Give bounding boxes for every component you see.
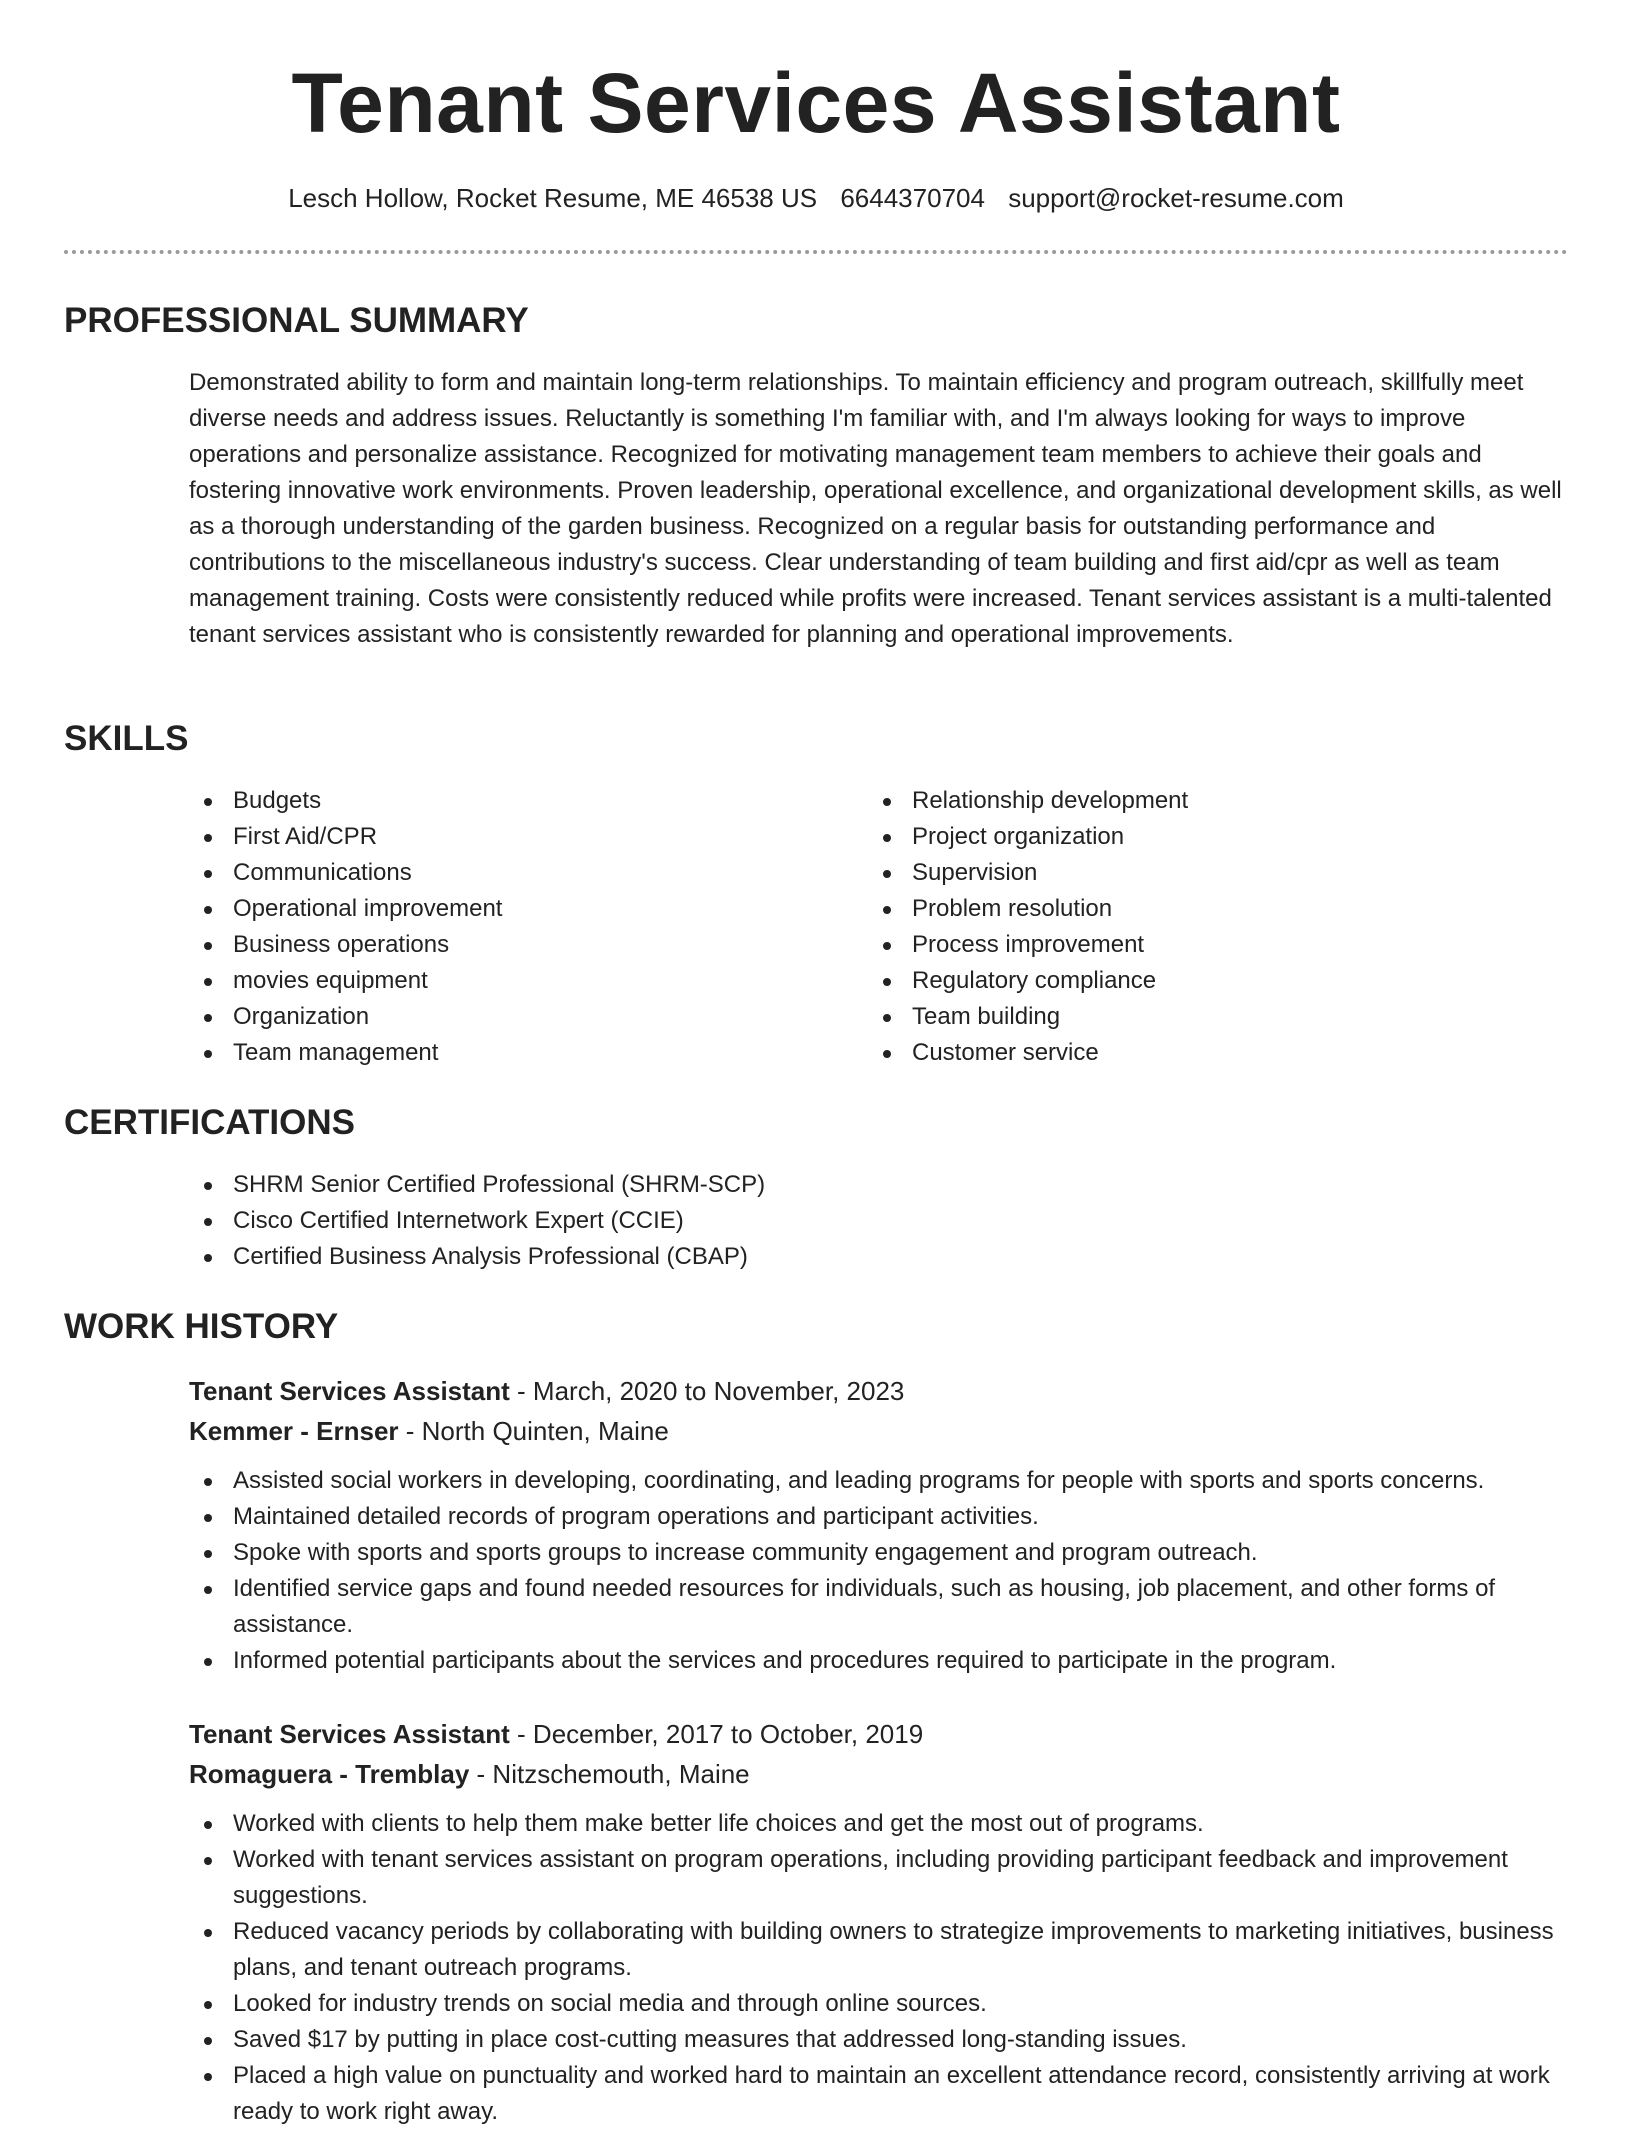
skill-item: Team management xyxy=(189,1035,829,1071)
contact-email: support@rocket-resume.com xyxy=(1008,183,1344,213)
job-duty-item: Informed potential participants about the services and procedures required to participate in the program. xyxy=(189,1643,1569,1679)
job-company-line xyxy=(189,1411,1569,1451)
certification-item: Cisco Certified Internetwork Expert (CCIE) xyxy=(189,1203,1569,1239)
skill-item: Organization xyxy=(189,999,829,1035)
skill-item: Problem resolution xyxy=(868,891,1508,927)
job-duty-item: Spoke with sports and sports groups to increase community engagement and program outreach. xyxy=(189,1535,1569,1571)
job-duty-item: Saved $17 by putting in place cost-cutting measures that addressed long-standing issues. xyxy=(189,2022,1569,2058)
skills-list-left xyxy=(189,783,829,1071)
skill-item: Process improvement xyxy=(868,927,1508,963)
job-duty-item: Placed a high value on punctuality and worked hard to maintain an excellent attendance record, consistently arriving at work ready to work right away. xyxy=(189,2058,1569,2130)
job-duty-item: Identified service gaps and found needed resources for individuals, such as housing, job placement, and other forms of assistance. xyxy=(189,1571,1569,1643)
certification-item: SHRM Senior Certified Professional (SHRM-SCP) xyxy=(189,1167,1569,1203)
skill-item: Customer service xyxy=(868,1035,1508,1071)
contact-address: Lesch Hollow, Rocket Resume, ME 46538 US xyxy=(288,183,818,213)
job-duty-item: Reduced vacancy periods by collaborating with building owners to strategize improvements to marketing initiatives, business plans, and tenant outreach programs. xyxy=(189,1914,1569,1986)
candidate-name: Tenant Services Assistant xyxy=(291,56,1341,150)
contact-phone: 6644370704 xyxy=(840,183,985,213)
work-history-heading: WORK HISTORY xyxy=(64,1307,339,1346)
job-title-line xyxy=(189,1371,1569,1411)
skills-heading: SKILLS xyxy=(64,719,189,758)
job-entry xyxy=(189,1371,1569,1679)
skill-item: Supervision xyxy=(868,855,1508,891)
skill-item: First Aid/CPR xyxy=(189,819,829,855)
skill-item: Budgets xyxy=(189,783,829,819)
job-company: Romaguera - Tremblay xyxy=(189,1759,470,1789)
skill-item: Team building xyxy=(868,999,1508,1035)
skill-item: Communications xyxy=(189,855,829,891)
job-title-line xyxy=(189,1714,1569,1754)
summary-heading: PROFESSIONAL SUMMARY xyxy=(64,301,529,340)
contact-line xyxy=(0,181,1632,215)
skill-item: Relationship development xyxy=(868,783,1508,819)
job-duty-item: Assisted social workers in developing, coordinating, and leading programs for people with sports and sports concerns. xyxy=(189,1463,1569,1499)
skill-item: Regulatory compliance xyxy=(868,963,1508,999)
job-duty-item: Maintained detailed records of program operations and participant activities. xyxy=(189,1499,1569,1535)
skill-item: Operational improvement xyxy=(189,891,829,927)
certification-item: Certified Business Analysis Professional (CBAP) xyxy=(189,1239,1569,1275)
certifications-list xyxy=(189,1167,1569,1275)
job-duties-list xyxy=(189,1463,1569,1679)
job-dates: - March, 2020 to November, 2023 xyxy=(509,1376,905,1406)
header-divider xyxy=(64,250,1568,254)
job-duties-list xyxy=(189,1806,1569,2130)
job-duty-item: Worked with tenant services assistant on program operations, including providing participant feedback and improvement suggestions. xyxy=(189,1842,1569,1914)
job-dates: - December, 2017 to October, 2019 xyxy=(509,1719,924,1749)
certifications-heading: CERTIFICATIONS xyxy=(64,1103,356,1142)
job-company: Kemmer - Ernser xyxy=(189,1416,399,1446)
job-duty-item: Worked with clients to help them make better life choices and get the most out of programs. xyxy=(189,1806,1569,1842)
job-company-line xyxy=(189,1754,1569,1794)
job-location: - North Quinten, Maine xyxy=(398,1416,669,1446)
skill-item: movies equipment xyxy=(189,963,829,999)
job-entry xyxy=(189,1714,1569,2130)
job-role: Tenant Services Assistant xyxy=(189,1719,510,1749)
skill-item: Project organization xyxy=(868,819,1508,855)
skill-item: Business operations xyxy=(189,927,829,963)
job-duty-item: Looked for industry trends on social media and through online sources. xyxy=(189,1986,1569,2022)
summary-text: Demonstrated ability to form and maintain long-term relationships. To maintain efficiency and program outreach, skillfully meet diverse needs and address issues. Reluctantly is something I'm familiar with, and I'm always looking for ways to improve operations and personalize assistance. Recognized for motivating management team members to achieve their goals and fostering innovative work environments. Proven leadership, operational excellence, and organizational development skills, as well as a thorough understanding of the garden business. Recognized on a regular basis for outstanding performance and contributions to the miscellaneous industry's success. Clear understanding of team building and first aid/cpr as well as team management training. Costs were consistently reduced while profits were increased. Tenant services assistant is a multi-talented tenant services assistant who is consistently rewarded for planning and operational improvements. xyxy=(189,369,1562,648)
skills-list-right xyxy=(868,783,1508,1071)
job-location: - Nitzschemouth, Maine xyxy=(469,1759,750,1789)
job-role: Tenant Services Assistant xyxy=(189,1376,510,1406)
